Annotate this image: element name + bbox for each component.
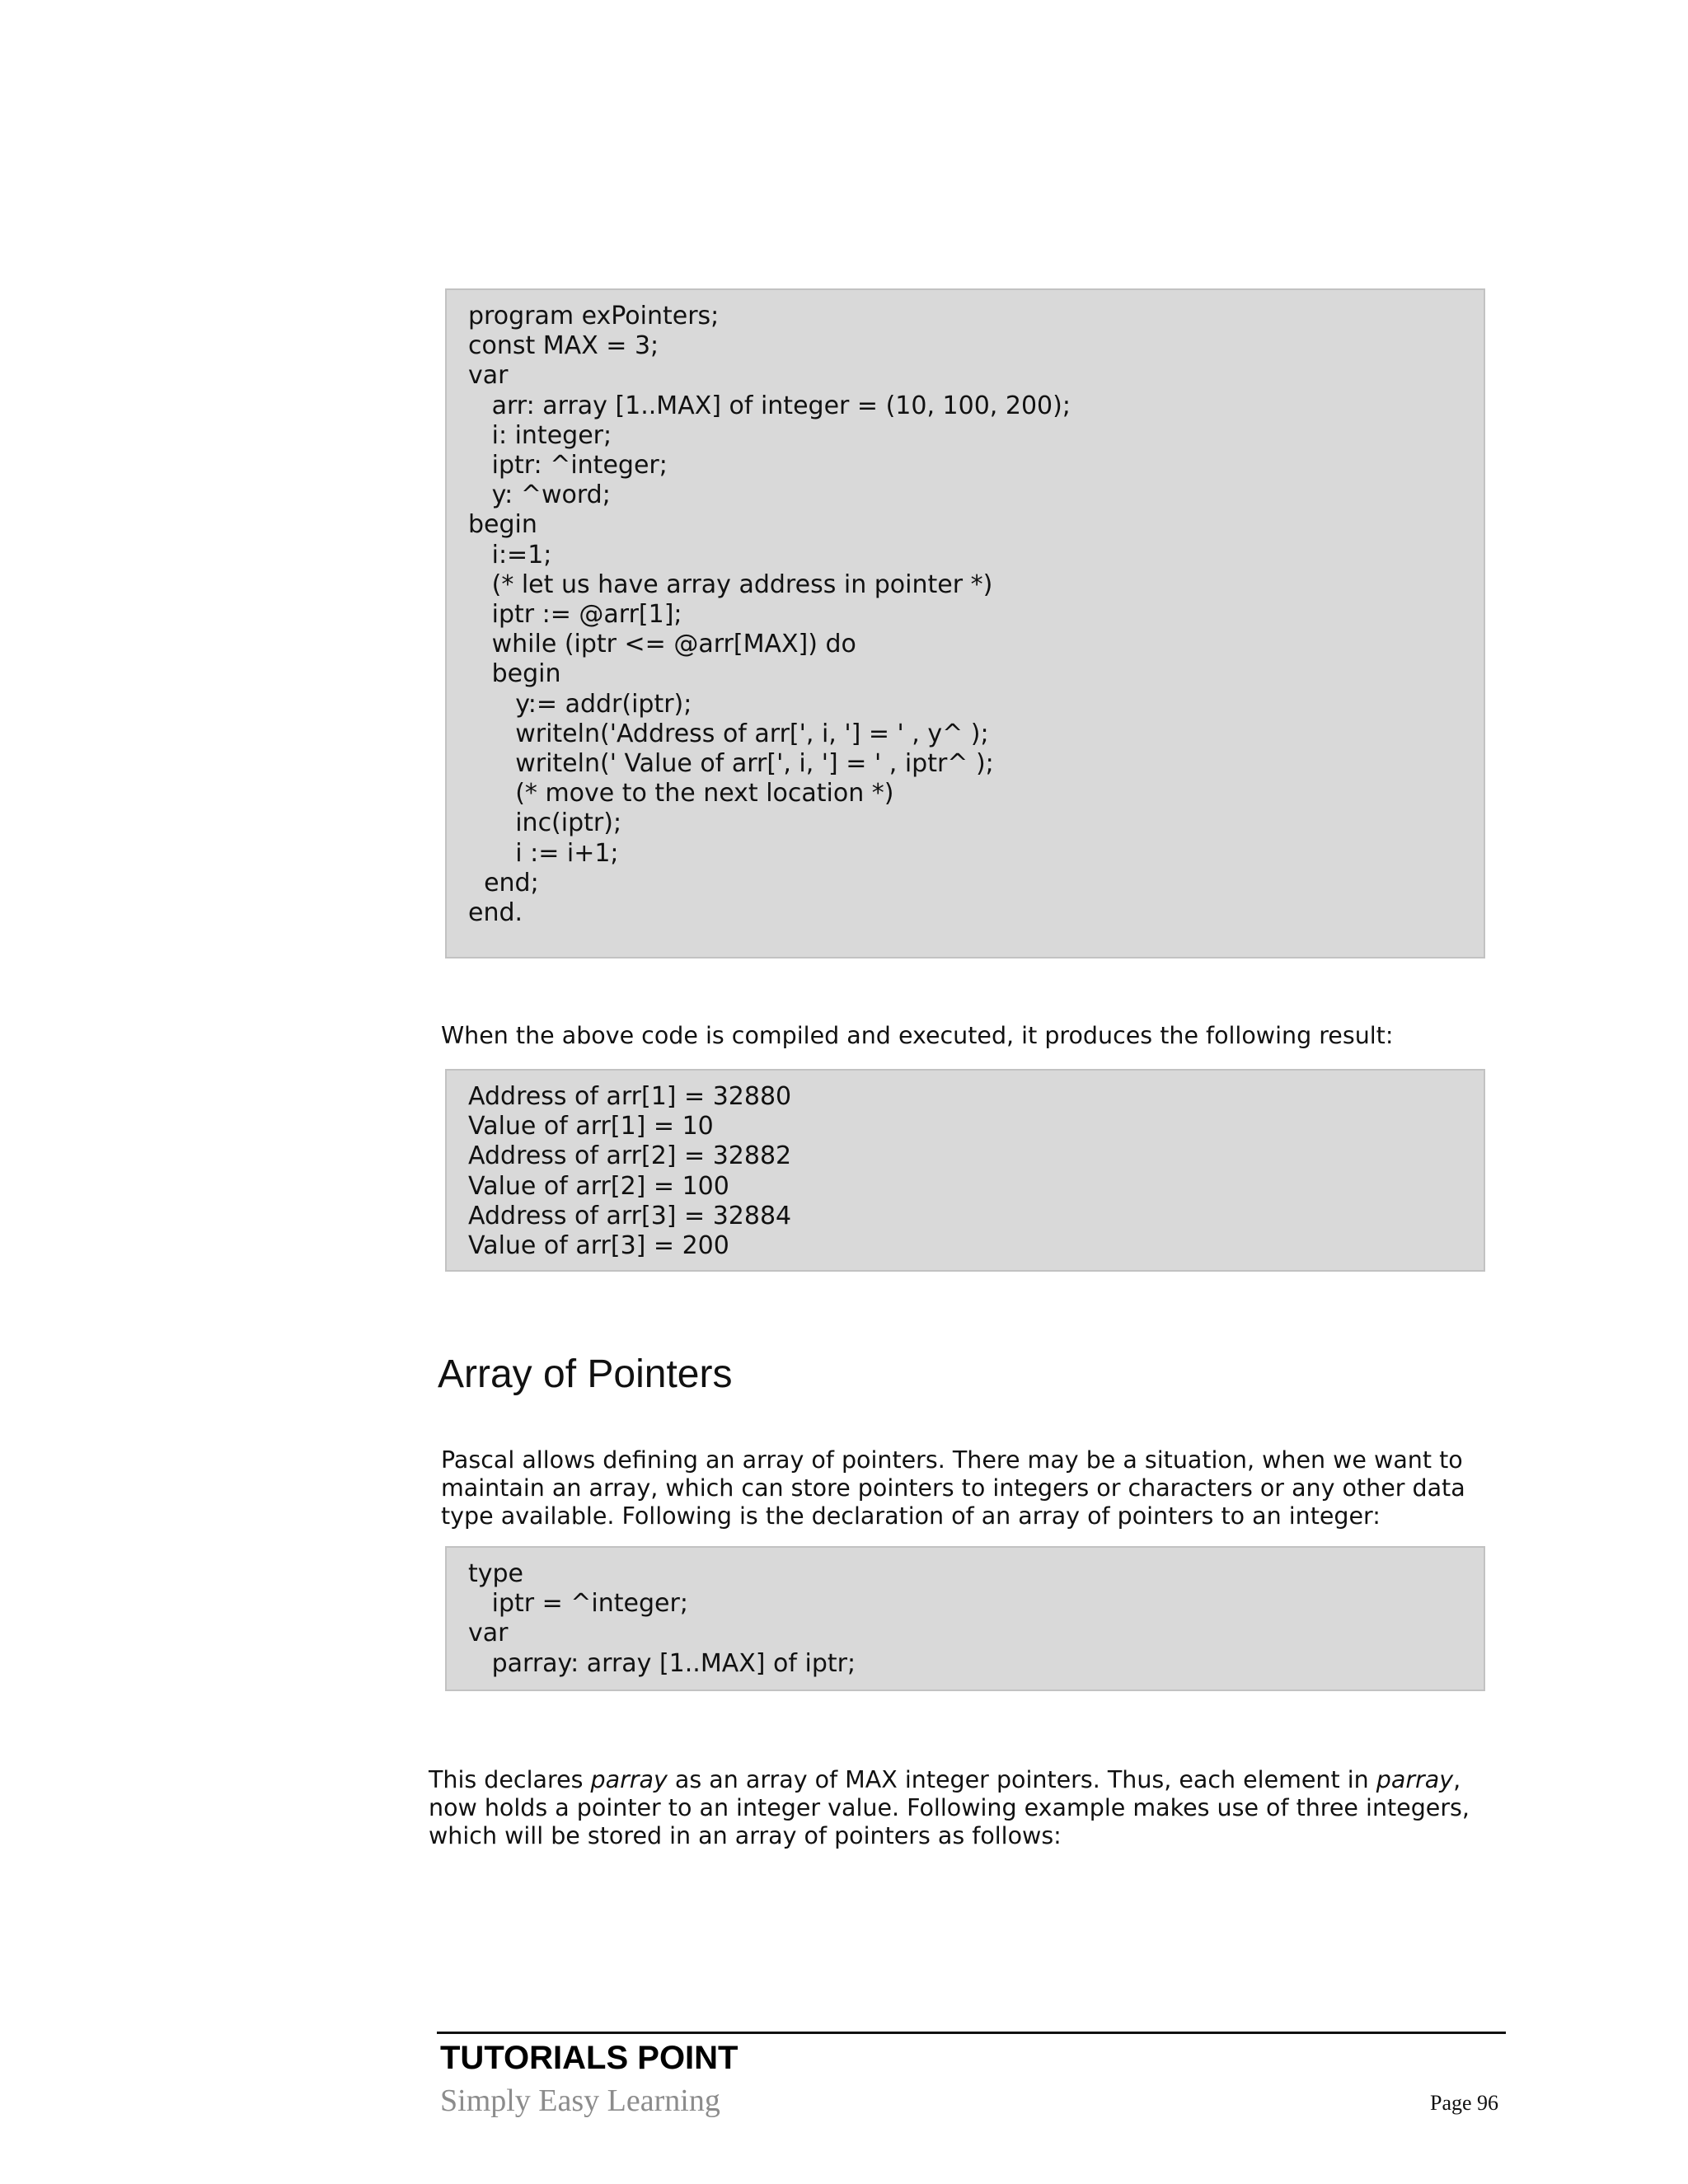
- code-block-program: [445, 288, 1485, 958]
- code-line: (* let us have array address in pointer *): [468, 569, 993, 599]
- output-line: Value of arr[1] = 10: [468, 1112, 714, 1141]
- text-run: This declares: [429, 1766, 591, 1793]
- output-line: Address of arr[3] = 32884: [468, 1201, 792, 1230]
- text-run: as an array of MAX integer pointers. Thus, each element in: [667, 1766, 1376, 1793]
- code-line: inc(iptr);: [468, 808, 622, 838]
- code-line: iptr: ^integer;: [468, 451, 668, 480]
- output-line: Value of arr[3] = 200: [468, 1231, 729, 1261]
- code-line: parray: array [1..MAX] of iptr;: [468, 1648, 856, 1678]
- code-line: type: [468, 1559, 524, 1588]
- paragraph-line: type available. Following is the declaration of an array of pointers to an integer:: [441, 1502, 1381, 1530]
- paragraph-line: now holds a pointer to an integer value. Following example makes use of three integers,: [429, 1794, 1470, 1821]
- code-line: writeln('Address of arr[', i, '] = ' , y^ );: [468, 719, 989, 748]
- footer-brand: TUTORIALS POINT: [440, 2040, 738, 2076]
- code-line: i:=1;: [468, 540, 552, 569]
- paragraph-line: which will be stored in an array of pointers as follows:: [429, 1822, 1062, 1849]
- italic-term: parray: [590, 1766, 668, 1793]
- code-line: var: [468, 1619, 509, 1648]
- code-line: writeln(' Value of arr[', i, '] = ' , iptr^ );: [468, 749, 994, 779]
- code-line: end;: [468, 868, 539, 898]
- code-line: i := i+1;: [468, 838, 619, 868]
- closing-paragraph: [429, 1766, 1470, 1850]
- code-line: begin: [468, 659, 561, 689]
- footer-divider: [437, 2032, 1506, 2034]
- text-run: ,: [1453, 1766, 1461, 1793]
- section-paragraph: [441, 1446, 1465, 1530]
- code-line: while (iptr <= @arr[MAX]) do: [468, 630, 856, 659]
- code-line: iptr := @arr[1];: [468, 600, 682, 630]
- result-intro-text: When the above code is compiled and executed, it produces the following result:: [441, 1022, 1394, 1049]
- section-heading: Array of Pointers: [438, 1352, 733, 1396]
- code-line: y: ^word;: [468, 480, 611, 510]
- code-line: arr: array [1..MAX] of integer = (10, 100, 200);: [468, 391, 1071, 420]
- code-line: var: [468, 361, 509, 391]
- page-number: Page 96: [1430, 2091, 1499, 2115]
- paragraph-line: Pascal allows defining an array of pointers. There may be a situation, when we want to: [441, 1446, 1463, 1474]
- code-line: iptr = ^integer;: [468, 1589, 688, 1619]
- code-line: end.: [468, 898, 523, 928]
- code-line: i: integer;: [468, 420, 612, 450]
- output-line: Address of arr[1] = 32880: [468, 1082, 792, 1111]
- output-line: Address of arr[2] = 32882: [468, 1141, 792, 1171]
- code-line: (* move to the next location *): [468, 779, 894, 808]
- footer-tagline: Simply Easy Learning: [440, 2083, 720, 2118]
- code-line: begin: [468, 510, 537, 540]
- italic-term: parray: [1376, 1766, 1454, 1793]
- code-line: const MAX = 3;: [468, 331, 659, 361]
- code-line: program exPointers;: [468, 302, 720, 330]
- code-line: y:= addr(iptr);: [468, 689, 692, 719]
- output-line: Value of arr[2] = 100: [468, 1171, 729, 1201]
- code-block-declaration: [445, 1546, 1485, 1691]
- output-block: [445, 1069, 1485, 1272]
- paragraph-line: [429, 1766, 1470, 1794]
- paragraph-line: maintain an array, which can store pointers to integers or characters or any other data: [441, 1474, 1465, 1502]
